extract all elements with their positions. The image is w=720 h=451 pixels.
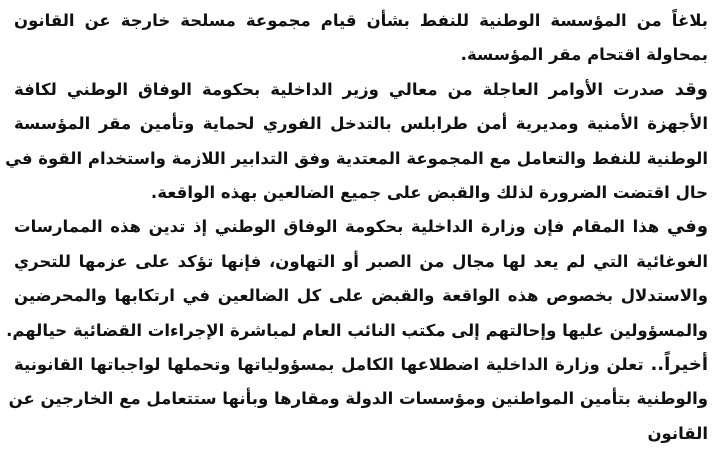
- paragraph-orders: [5, 73, 708, 211]
- text-line: [14, 210, 708, 244]
- paragraph-lead-word: وفي: [666, 216, 709, 238]
- text-line: حال اقتضت الضرورة لذلك والقبض على جميع الضالعين بهذه الواقعة.: [150, 182, 708, 202]
- text-line: الغوغائية التي لم يعد لها مجال من الصبر أو التهاون، فإنها تؤكد على عزمها للتحري: [14, 251, 708, 271]
- text-line: والاستدلال بخصوص هذه الواقعة والقبض على كل الضالعين في ارتكابها والمحرضين: [14, 286, 708, 306]
- paragraph-intro: [14, 4, 708, 73]
- paragraph-lead-word: أخيراً..: [650, 353, 708, 375]
- paragraph-condemnation: [6, 210, 709, 348]
- text-line: الوطنية للنفط والتعامل مع المجموعة المعتدية وفق التدابير اللازمة واستخدام القوة في: [5, 148, 708, 168]
- text-line: الأجهزة الأمنية ومديرية أمن طرابلس بالتدخل الفوري لحماية وتأمين مقر المؤسسة: [14, 114, 708, 134]
- text-line: والمسؤولين عليها وإحالتهم إلى مكتب النائب العام لمباشرة الإجراءات القضائية حيالهم.: [6, 320, 708, 340]
- text-line-cropped: القانون: [647, 423, 708, 443]
- paragraph-lead-word: وقد: [674, 78, 708, 100]
- paragraph-finally: [8, 348, 708, 443]
- text-line-content: تعلن وزارة الداخلية اضطلاعها الكامل بمسؤولياتها وتحملها لواجباتها القانونية: [14, 354, 644, 374]
- text-line: بلاغاً من المؤسسة الوطنية للنفط بشأن قيام مجموعة مسلحة خارجة عن القانون: [14, 11, 708, 30]
- text-line: بمحاولة اقتحام مقر المؤسسة.: [460, 45, 708, 65]
- text-line-content: هذا المقام فإن وزارة الداخلية بحكومة الوفاق الوطني إذ تدين هذه الممارسات: [14, 217, 660, 237]
- text-line-content: صدرت الأوامر العاجلة من معالي وزير الداخلية بحكومة الوفاق الوطني لكافة: [14, 79, 665, 99]
- text-line: [14, 348, 708, 382]
- text-line: [14, 73, 708, 107]
- text-line: والوطنية بتأمين المواطنين ومؤسسات الدولة ومقارها وبأنها ستتعامل مع الخارجين عن: [8, 389, 708, 409]
